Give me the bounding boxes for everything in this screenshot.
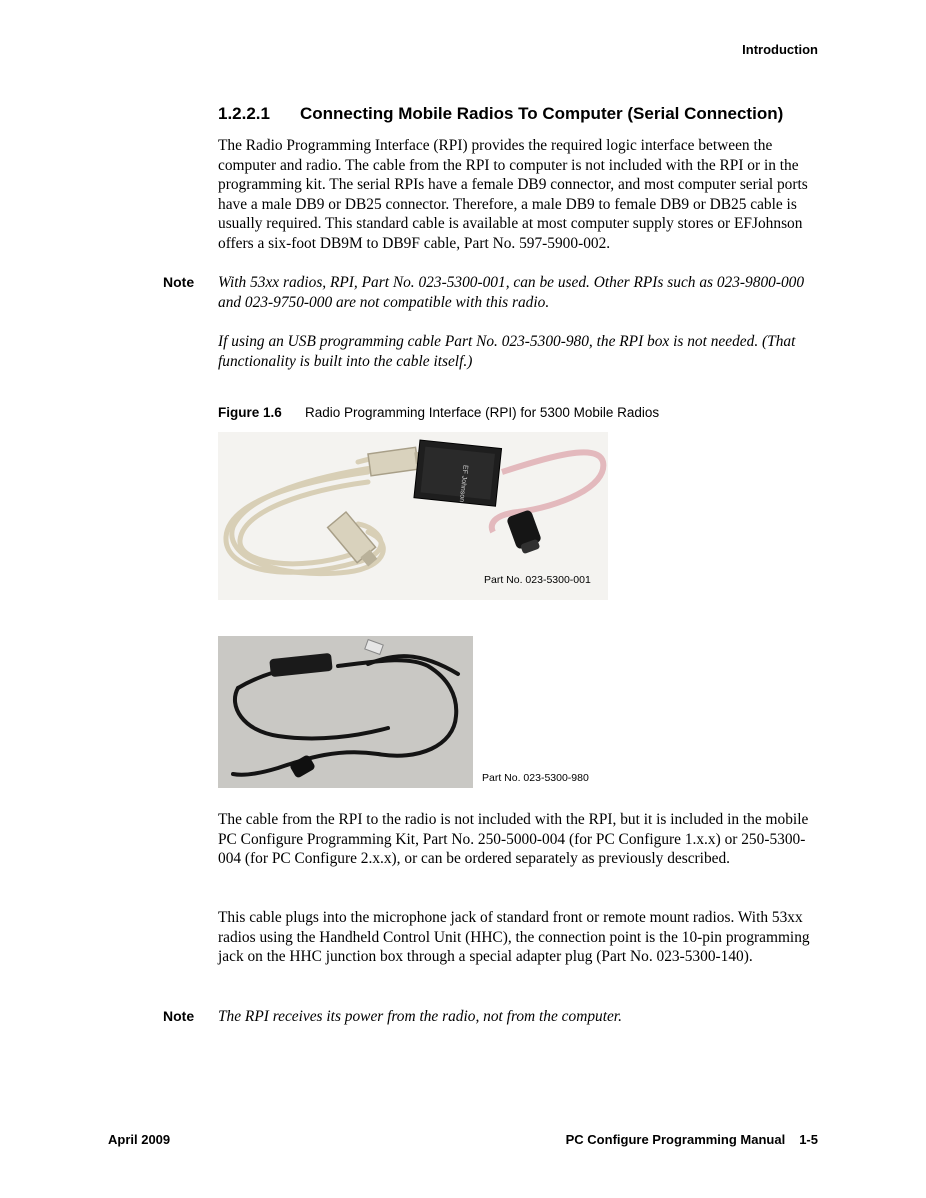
note-label-2: Note (163, 1008, 195, 1024)
running-header: Introduction (742, 42, 818, 57)
intro-paragraph: The Radio Programming Interface (RPI) provides the required logic interface between the computer and radio. The cable from the RPI to computer is not included with the RPI or in the programming kit. The serial RPIs have a female DB9 connector, and most computer serial ports have a male DB9 or DB25 connector. Therefore, a male DB9 to female DB9 or DB25 cable is usually required. This standard cable is available at most computer supply stores or EFJohnson offers a six-foot DB9M to DB9F cable, Part No. 597-5900-002. (218, 137, 808, 252)
section-number: 1.2.2.1 (218, 104, 270, 123)
figure-title: Radio Programming Interface (RPI) for 5300 Mobile Radios (305, 405, 660, 420)
note-label: Note (163, 274, 195, 290)
figure-caption-1: Part No. 023-5300-001 (484, 574, 591, 586)
rpi-box-label: EF Johnson (457, 464, 469, 503)
page-number: 1-5 (799, 1132, 818, 1147)
footer-manual-title: PC Configure Programming Manual (565, 1132, 786, 1147)
note-text-power: The RPI receives its power from the radio, not from the computer. (218, 1008, 622, 1025)
figure-caption-2: Part No. 023-5300-980 (482, 772, 589, 784)
jack-paragraph: This cable plugs into the microphone jack of standard front or remote mount radios. With 53xx radios using the Handheld Control Unit (HHC), the connection point is the 10-pin programming jack on the HHC junction box through a special adapter plug (Part No. 023-5300-140). (218, 909, 810, 966)
usb-cable-photo (218, 636, 473, 788)
footer-manual (566, 1132, 818, 1147)
note-text: With 53xx radios, RPI, Part No. 023-5300-001, can be used. Other RPIs such as 023-9800-000 and 023-9750-000 are not compatible with this radio. (218, 274, 805, 311)
cable-paragraph: The cable from the RPI to the radio is not included with the RPI, but it is included in the mobile PC Configure Programming Kit, Part No. 250-5000-004 (for PC Configure 1.x.x) or 250-5300-004 (for PC Configure 2.x.x), or can be ordered separately as previously described. (218, 811, 809, 868)
footer-date: April 2009 (108, 1132, 171, 1147)
note-text-usb: If using an USB programming cable Part No. 023-5300-980, the RPI box is not needed. (That functionality is built into the cable itself.) (218, 333, 796, 370)
figure-label: Figure 1.6 (218, 405, 282, 420)
section-title: Connecting Mobile Radios To Computer (Serial Connection) (300, 104, 784, 123)
